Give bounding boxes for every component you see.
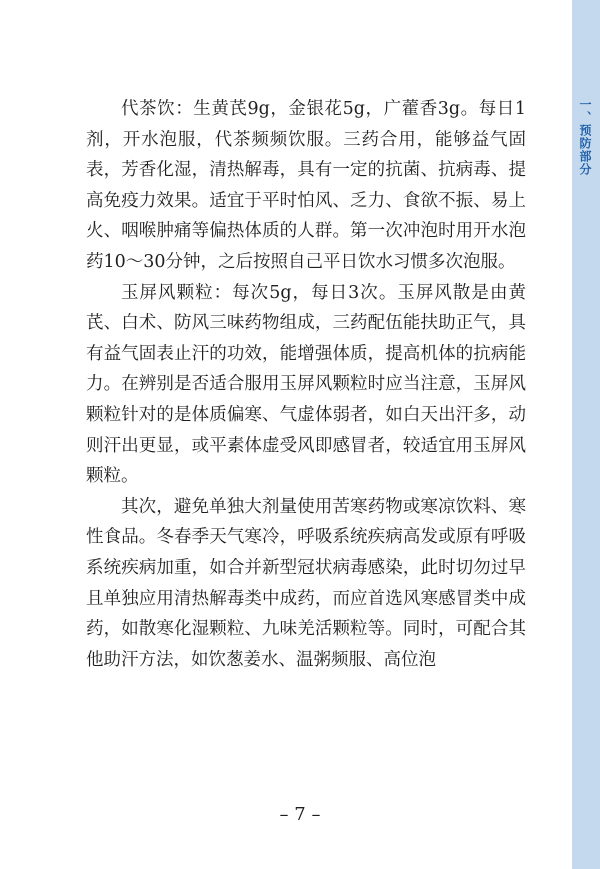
- paragraph-avoid-cold-medicine: 其次，避免单独大剂量使用苦寒药物或寒凉饮料、寒性食品。冬春季天气寒冷，呼吸系统疾病高发或原有呼吸系统疾病加重，如合并新型冠状病毒感染，此时切勿过早且单独应用清热解毒类中成药，而应首选风寒感冒类中成药，如散寒化湿颗粒、九味羌活颗粒等。同时，可配合其他助汗方法，如饮葱姜水、温粥频服、高位泡: [86, 496, 526, 670]
- paragraph-yupingfeng-granules: 玉屏风颗粒：每次5g，每日3次。玉屏风散是由黄芪、白术、防风三味药物组成，三药配伍能扶助正气，具有益气固表止汗的功效，能增强体质，提高机体的抗病能力。在辨别是否适合服用玉屏风颗粒时应当注意，玉屏风颗粒针对的是体质偏寒、气虚体弱者，如白天出汗多，动则汗出更显，或平素体虚受风即感冒者，较适宜用玉屏风颗粒。: [86, 282, 526, 487]
- page-number: – 7 –: [279, 804, 321, 825]
- section-tab-label: 一、预防部分: [578, 98, 592, 176]
- page-body: [86, 94, 526, 675]
- paragraph-herbal-tea: 代茶饮：生黄芪9g，金银花5g，广藿香3g。每日1剂，开水泡服，代茶频频饮服。三药合用，能够益气固表，芳香化湿，清热解毒，具有一定的抗菌、抗病毒、提高免疫力效果。适宜于平时怕风、乏力、食欲不振、易上火、咽喉肿痛等偏热体质的人群。第一次冲泡时用开水泡药10～30分钟，之后按照自己平日饮水习惯多次泡服。: [86, 99, 526, 272]
- section-side-tab: [572, 0, 600, 869]
